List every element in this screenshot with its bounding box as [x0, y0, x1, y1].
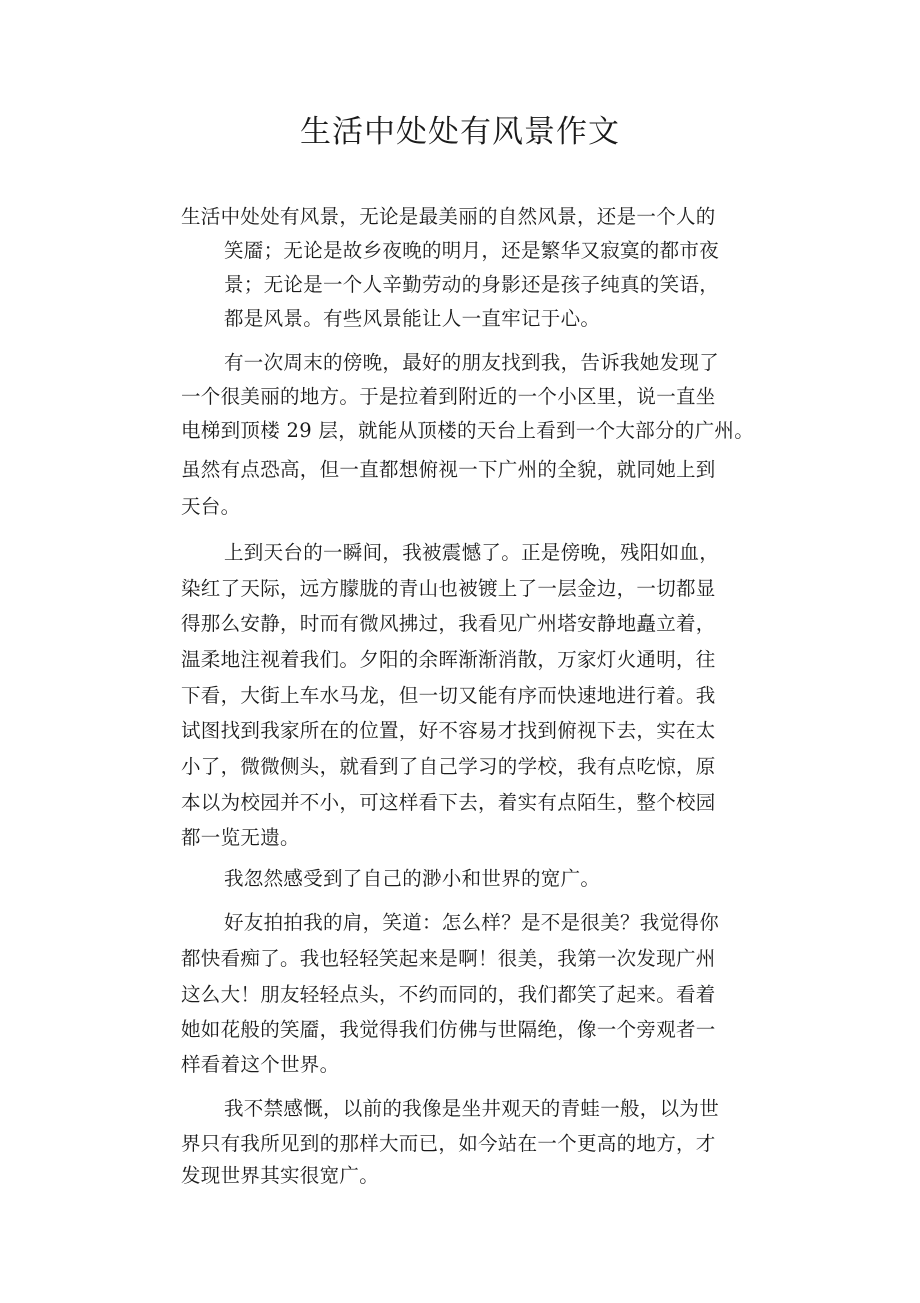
paragraph-3-line-1: 上到天台的一瞬间，我被震憾了。正是傍晚，残阳如血， [224, 541, 720, 564]
paragraph-5-line-5: 样看着这个世界。 [181, 1053, 340, 1076]
paragraph-6-line-2: 界只有我所见到的那样大而已，如今站在一个更高的地方，才 [181, 1132, 716, 1155]
paragraph-5-line-4: 她如花般的笑靥，我觉得我们仿佛与世隔绝，像一个旁观者一 [181, 1018, 716, 1041]
paragraph-3-line-2: 染红了天际，远方朦胧的青山也被镀上了一层金边，一切都显 [181, 577, 716, 600]
paragraph-2-line-1: 有一次周末的傍晚，最好的朋友找到我，告诉我她发现了 [224, 351, 720, 374]
paragraph-1-line-1: 生活中处处有风景，无论是最美丽的自然风景，还是一个人的 [181, 205, 716, 228]
paragraph-3-line-4: 温柔地注视着我们。夕阳的余晖渐渐消散，万家灯火通明，往 [181, 648, 716, 671]
paragraph-2-line-5: 天台。 [181, 495, 241, 518]
paragraph-3-line-7: 小了，微微侧头，就看到了自己学习的学校，我有点吃惊，原 [181, 755, 716, 778]
paragraph-4-line-1: 我忽然感受到了自己的渺小和世界的宽广。 [224, 867, 601, 890]
paragraph-6-line-1: 我不禁感慨，以前的我像是坐井观天的青蛙一般，以为世 [224, 1097, 720, 1120]
paragraph-2-line-2: 一个很美丽的地方。于是拉着到附近的一个小区里，说一直坐 [181, 385, 716, 408]
paragraph-5-line-1: 好友拍拍我的肩，笑道：怎么样？是不是很美？我觉得你 [224, 911, 720, 934]
paragraph-5-line-3: 这么大！朋友轻轻点头，不约而同的，我们都笑了起来。看着 [181, 983, 716, 1006]
paragraph-3-line-8: 本以为校园并不小，可这样看下去，着实有点陌生，整个校园 [181, 791, 716, 814]
paragraph-3-line-9: 都一览无遗。 [181, 826, 300, 849]
paragraph-6-line-3: 发现世界其实很宽广。 [181, 1164, 380, 1187]
document-title: 生活中处处有风景作文 [300, 114, 620, 150]
paragraph-3-line-6: 试图找到我家所在的位置，好不容易才找到俯视下去，实在太 [181, 719, 716, 742]
paragraph-1-line-3: 景；无论是一个人辛勤劳动的身影还是孩子纯真的笑语， [224, 273, 720, 296]
paragraph-3-line-5: 下看，大街上车水马龙，但一切又能有序而快速地进行着。我 [181, 684, 716, 707]
paragraph-5-line-2: 都快看痴了。我也轻轻笑起来是啊！很美，我第一次发现广州 [181, 947, 716, 970]
paragraph-2-line-4: 虽然有点恐高，但一直都想俯视一下广州的全貌，就同她上到 [181, 458, 716, 481]
paragraph-1-line-2: 笑靥；无论是故乡夜晚的明月，还是繁华又寂寞的都市夜 [224, 239, 720, 262]
paragraph-3-line-3: 得那么安静，时而有微风拂过，我看见广州塔安静地矗立着， [181, 612, 716, 635]
paragraph-2-line-3: 电梯到顶楼 29 层，就能从顶楼的天台上看到一个大部分的广州。 [181, 419, 755, 442]
paragraph-1-line-4: 都是风景。有些风景能让人一直牢记于心。 [224, 307, 601, 330]
